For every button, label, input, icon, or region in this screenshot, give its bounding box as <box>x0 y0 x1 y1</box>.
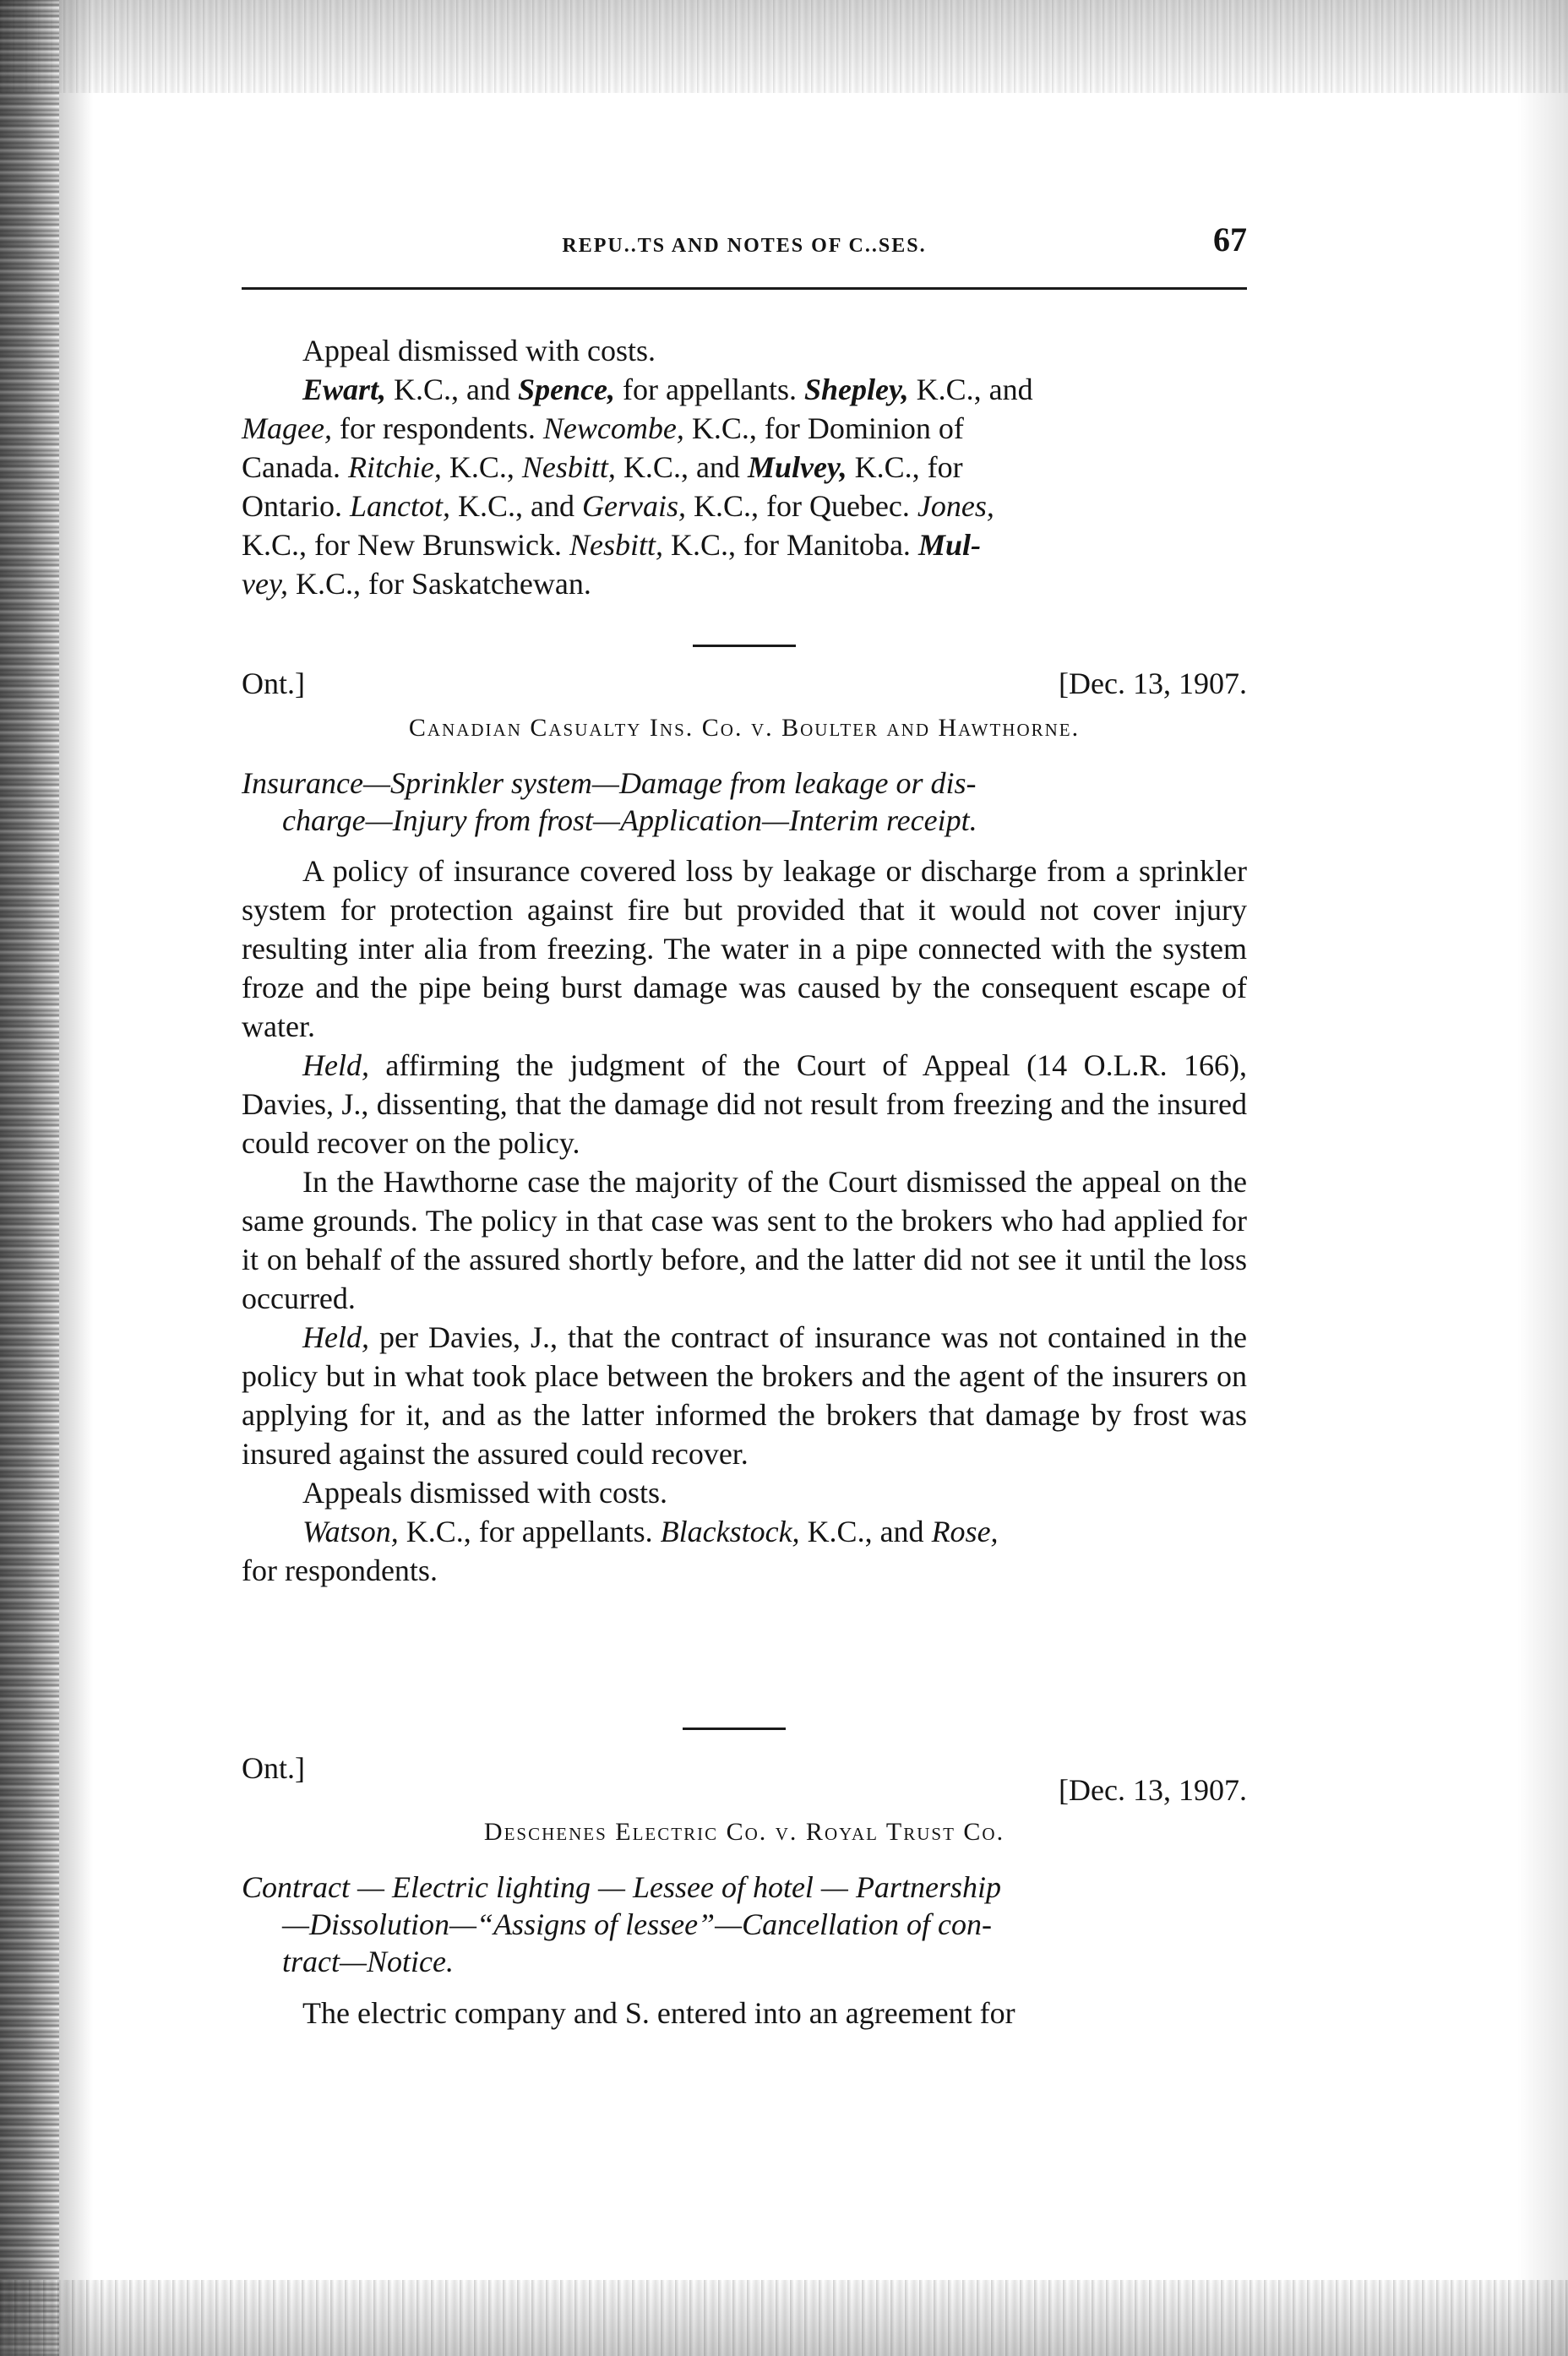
running-head: REPU..TS AND NOTES OF C..SES. <box>562 235 927 257</box>
paragraph: In the Hawthorne case the majority of the Court dismissed the appeal on the same grounds. The policy in that case was sent to the brokers who had applied for it on behalf of the assured shortly before, and the latter did not see it until the loss occurred. <box>242 1165 1247 1315</box>
counsel-line: Canada. Ritchie, K.C., Nesbitt, K.C., and Mulvey, K.C., for <box>242 450 963 484</box>
header-rule <box>242 287 1247 290</box>
counsel-line: vey, K.C., for Saskatchewan. <box>242 567 591 601</box>
section-divider <box>693 645 796 647</box>
scan-edge-right <box>1517 0 1568 2356</box>
paragraph: Held, per Davies, J., that the contract of insurance was not contained in the policy but in what took place between the brokers and the agent of the insurers on applying for it, and as the latter informed the brokers that damage by frost was insured against the assured could recover. <box>242 1320 1247 1471</box>
case-body <box>242 1994 1247 2032</box>
page-number: 67 <box>1213 220 1247 258</box>
case-headnote <box>242 1869 1247 1980</box>
counsel-line: Ontario. Lanctot, K.C., and Gervais, K.C., for Quebec. Jones, <box>242 489 994 523</box>
paragraph: The electric company and S. entered into an agreement for <box>302 1996 1015 2030</box>
case-heading-line <box>242 1750 1247 1809</box>
case-title: Deschenes Electric Co. v. Royal Trust Co. <box>483 1818 1005 1846</box>
scan-edge-bottom <box>0 2280 1568 2356</box>
counsel-line: for respondents. <box>242 1553 438 1587</box>
headnote-line: —Dissolution—“Assigns of lessee”—Cancellation of con- <box>282 1907 993 1941</box>
disposition: Appeals dismissed with costs. <box>302 1476 667 1510</box>
headnote-line: tract—Notice. <box>282 1945 454 1978</box>
paragraph: Held, affirming the judgment of the Court of Appeal (14 O.L.R. 166), Davies, J., dissenting, that the damage did not result from freezing and the insured could recover on the policy. <box>242 1048 1247 1160</box>
headnote-line: Contract — Electric lighting — Lessee of hotel — Partnership <box>242 1870 1001 1904</box>
case-title: Canadian Casualty Ins. Co. v. Boulter and Hawthorne. <box>408 714 1081 742</box>
case-headnote <box>242 764 1247 839</box>
court-label: Ont.] <box>242 667 305 700</box>
court-label: Ont.] <box>242 1751 305 1785</box>
page-header <box>242 211 1247 270</box>
headnote-line: charge—Injury from frost—Application—Interim receipt. <box>282 803 977 837</box>
scan-edge-top <box>0 0 1568 93</box>
scan-edge-left-shadow <box>59 0 93 2356</box>
case-heading-line <box>242 666 1247 705</box>
counsel-line: Magee, for respondents. Newcombe, K.C., for Dominion of <box>242 411 964 445</box>
scan-edge-left <box>0 0 59 2356</box>
decision-date: [Dec. 13, 1907. <box>1059 667 1247 700</box>
paragraph: A policy of insurance covered loss by leakage or discharge from a sprinkler system for protection against fire but provided that it would not cover injury resulting inter alia from freezing. The water in a pipe connected with the system froze and the pipe being burst damage was caused by the consequent escape of water. <box>242 854 1247 1043</box>
disposition: Appeal dismissed with costs. <box>302 334 656 367</box>
document-page <box>242 211 1247 2030</box>
section-divider <box>683 1728 786 1730</box>
counsel-line: Watson, K.C., for appellants. Blackstock, K.C., and Rose, <box>302 1515 999 1548</box>
previous-case-ending <box>242 331 1247 603</box>
decision-date: [Dec. 13, 1907. <box>1059 1773 1247 1807</box>
counsel-line: Ewart, K.C., and Spence, for appellants. Shepley, K.C., and <box>302 373 1033 406</box>
case-body <box>242 852 1247 1590</box>
headnote-line: Insurance—Sprinkler system—Damage from leakage or dis- <box>242 766 977 800</box>
counsel-line: K.C., for New Brunswick. Nesbitt, K.C., for Manitoba. Mul- <box>242 528 981 562</box>
